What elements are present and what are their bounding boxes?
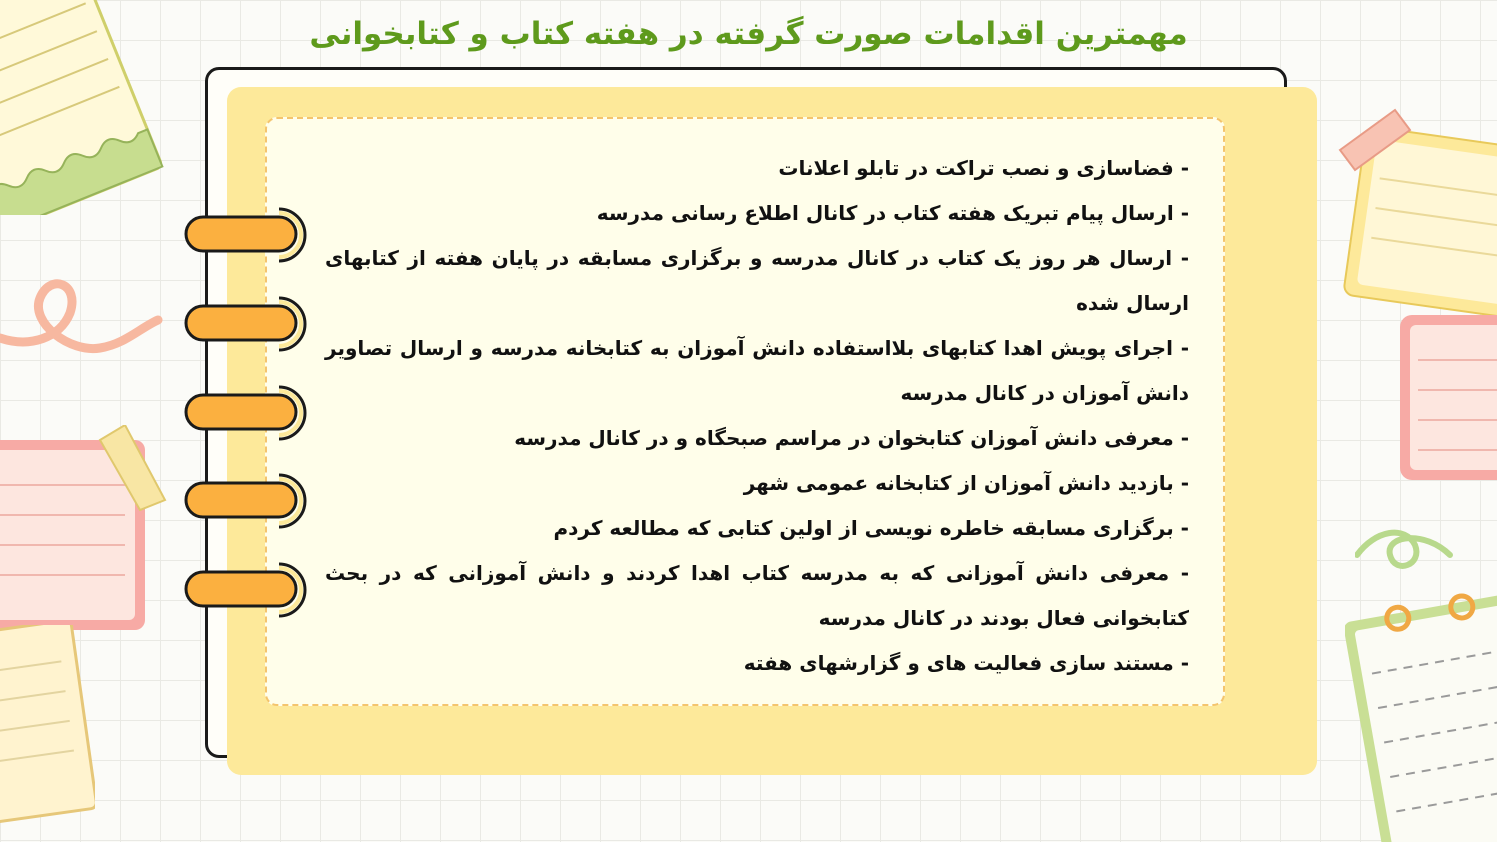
- list-item: - فضاسازی و نصب تراکت در تابلو اعلانات: [778, 156, 1189, 180]
- notepad-decoration-bottom-left: [0, 625, 95, 842]
- list-item: - ارسال هر روز یک کتاب در کانال مدرسه و برگزاری مسابقه در پایان هفته از کتابهای ارسال شده: [325, 246, 1189, 315]
- binder-ring-icon: [184, 471, 309, 531]
- yellow-card-decoration-right: [1335, 105, 1497, 320]
- list-item: - اجرای پویش اهدا کتابهای بلااستفاده دانش آموزان به کتابخانه مدرسه و ارسال تصاویر دانش آموزان در کانال مدرسه: [325, 336, 1189, 405]
- activities-list: [325, 146, 1189, 686]
- list-item: - معرفی دانش آموزان کتابخوان در مراسم صبحگاه و در کانال مدرسه: [514, 426, 1189, 450]
- binder-ring-icon: [184, 560, 309, 620]
- binder-ring-icon: [184, 205, 309, 265]
- swirl-decoration-left: [0, 268, 165, 368]
- list-item: - بازدید دانش آموزان از کتابخانه عمومی شهر: [743, 471, 1189, 495]
- binder-ring-icon: [184, 294, 309, 354]
- page-title: مهمترین اقدامات صورت گرفته در هفته کتاب و کتابخوانی: [309, 16, 1188, 52]
- list-item: - معرفی دانش آموزانی که به مدرسه کتاب اهدا کردند و دانش آموزانی که در بحث کتابخوانی فعال بودند در کانال مدرسه: [325, 561, 1189, 630]
- pink-card-decoration-right: [1398, 310, 1497, 485]
- pink-card-decoration-left: [0, 425, 170, 635]
- list-item: - مستند سازی فعالیت های و گزارشهای هفته: [743, 651, 1189, 675]
- list-item: - برگزاری مسابقه خاطره نویسی از اولین کتابی که مطالعه کردم: [553, 516, 1189, 540]
- swirl-decoration-right: [1355, 520, 1455, 580]
- spiral-notepad-decoration-bottom-right: [1345, 575, 1497, 842]
- binder-ring-icon: [184, 383, 309, 443]
- list-item: - ارسال پیام تبریک هفته کتاب در کانال اطلاع رسانی مدرسه: [596, 201, 1189, 225]
